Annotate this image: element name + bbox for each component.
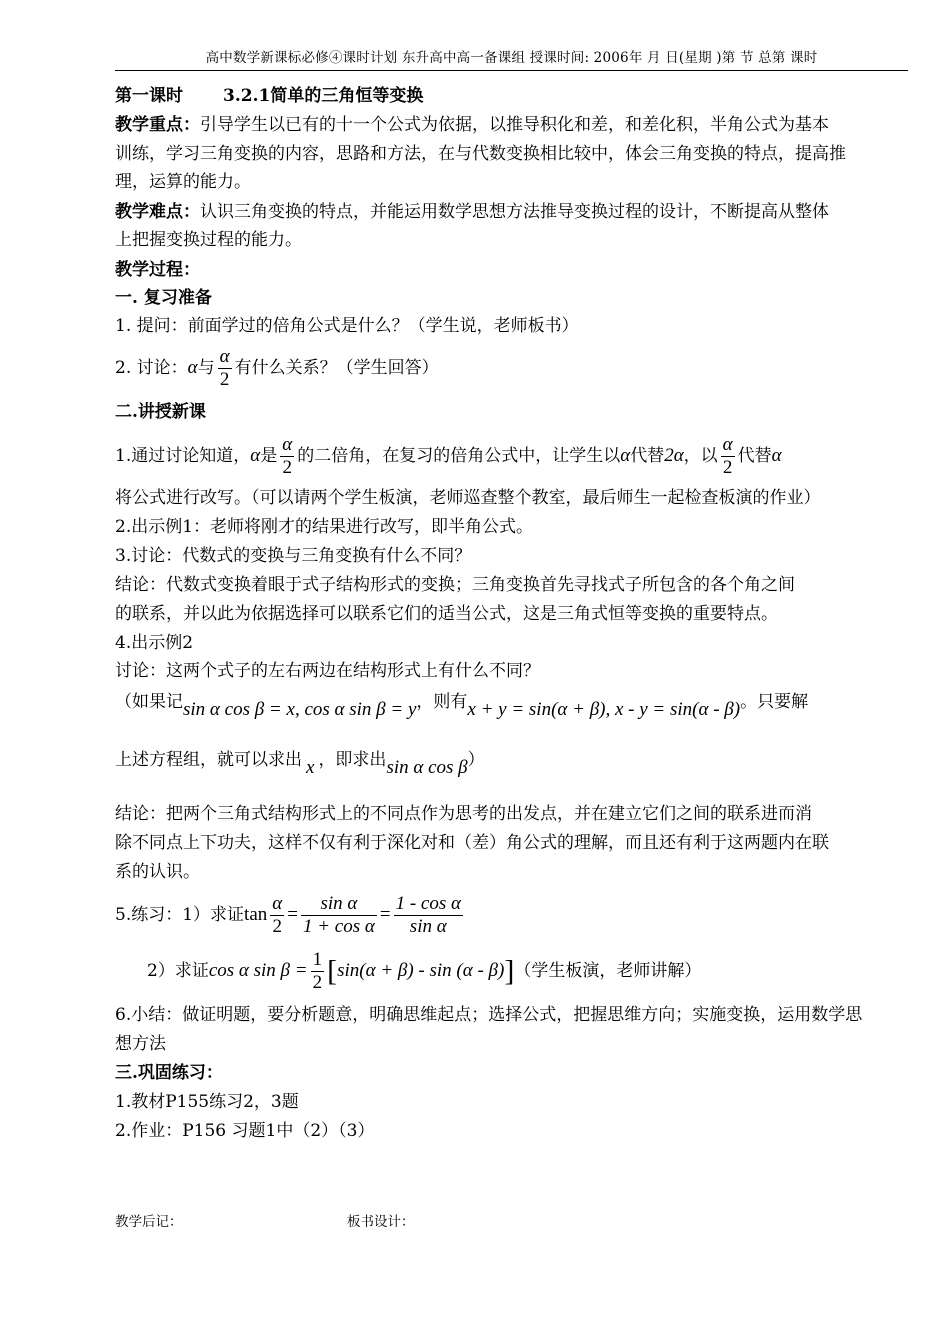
item2-prefix: 2. 讨论： (115, 358, 188, 378)
focus-label: 教学重点： (115, 115, 200, 135)
section3-title: 三.巩固练习： (115, 1063, 223, 1083)
alpha-symbol: α (771, 445, 782, 466)
fraction-numerator: α (282, 434, 293, 455)
section2-p4: 4.出示例2 (115, 633, 194, 653)
section1-item1: 1. 提问：前面学过的倍角公式是什么？（学生说，老师板书） (115, 316, 579, 336)
exercise-2-lhs: cos α sin β = (208, 960, 308, 981)
exercise-1 (115, 890, 908, 940)
section3-item2: 2.作业：P156 习题1中（2）（3） (115, 1121, 375, 1141)
section2-conclusion-1: 结论：把两个三角式结构形式上的不同点作为思考的出发点，并在建立它们之间的联系进而消 (115, 804, 812, 824)
difficulty-line-2: 上把握变换过程的能力。 (115, 230, 302, 250)
fraction-denominator: 2 (312, 972, 323, 993)
section1-title: 一. 复习准备 (115, 288, 212, 308)
section2-conclusion-2: 除不同点上下功夫，这样不仅有利于深化对和（差）角公式的理解，而且还有利于这两题内在联 (115, 833, 829, 853)
two-alpha-symbol: 2α (664, 445, 684, 466)
alpha-over-2-fraction (218, 346, 232, 391)
p1-text-c: 的二倍角，在复习的倍角公式中，让学生以 (297, 446, 621, 466)
section2-p1-line2: 将公式进行改写。（可以请两个学生板演，老师巡查整个教室，最后师生一起检查板演的作业） (115, 488, 821, 508)
alpha-symbol: α (620, 445, 631, 466)
fraction-denominator: 2 (282, 457, 292, 478)
section2-p4-discussion: 讨论：这两个式子的左右两边在结构形式上有什么不同？ (115, 661, 540, 681)
alpha-symbol: α (250, 445, 261, 466)
sin-over-1-plus-cos-fraction (301, 893, 377, 938)
p4-line2-a: 上述方程组，就可以求出 (115, 750, 302, 770)
equals-sign: = (287, 904, 298, 925)
right-bracket: ] (504, 954, 515, 988)
p1-text-f: 代替 (737, 446, 772, 466)
focus-line-2: 训练，学习三角变换的内容，思路和方法，在与代数变换相比较中，体会三角变换的特点，提高推 (115, 144, 846, 164)
p1-text-a: 1.通过讨论知道， (115, 446, 251, 466)
item2-mid: 与 (197, 358, 215, 378)
p4-text-c: 。只要解 (740, 692, 809, 712)
section2-p3-conclusion-1: 结论：代数式变换着眼于式子结构形式的变换；三角变换首先寻找式子所包含的各个角之间 (115, 575, 795, 595)
section2-p3: 3.讨论：代数式的变换与三角变换有什么不同？ (115, 546, 472, 566)
section2-p1-line1 (115, 432, 908, 480)
focus-text-1: 引导学生以已有的十一个公式为依据，以推导积化和差，和差化积，半角公式为基本 (200, 115, 829, 135)
equation-sin-alpha-cos-beta: sin α cos β (386, 757, 468, 778)
section2-p2: 2.出示例1：老师将刚才的结果进行改写，即半角公式。 (115, 517, 534, 537)
exercise-2-bracket-content: sin(α + β) - sin (α - β) (337, 960, 505, 981)
equation-sum-difference: x + y = sin(α + β), x - y = sin(α - β) (467, 699, 741, 720)
lesson-number: 第一课时 (115, 86, 183, 106)
section1-item2 (115, 344, 908, 392)
section2-conclusion-3: 系的认识。 (115, 862, 200, 882)
lesson-title (115, 84, 908, 108)
section2-p4-line2 (115, 744, 908, 776)
section2-p4-line1 (115, 686, 908, 718)
fraction-denominator: 1 + cos α (302, 916, 375, 937)
fraction-numerator: α (272, 893, 283, 914)
alpha-over-2-fraction (721, 434, 735, 479)
process-heading: 教学过程： (115, 260, 200, 280)
tan-function: tan (244, 904, 268, 925)
p1-text-d: 代替 (630, 446, 665, 466)
fraction-denominator: sin α (409, 916, 447, 937)
exercise-2-note: （学生板演，老师讲解） (514, 961, 702, 981)
fraction-numerator: 1 - cos α (395, 893, 461, 914)
exercise-2 (147, 946, 940, 997)
fraction-numerator: sin α (301, 893, 377, 916)
fraction-numerator: α (219, 346, 230, 367)
lesson-topic: 3.2.1简单的三角恒等变换 (223, 86, 424, 106)
fraction-denominator: 2 (219, 369, 230, 390)
alpha-over-2-fraction (280, 434, 294, 479)
difficulty-line-1 (115, 200, 908, 224)
p4-text-b: ，则有 (416, 692, 468, 712)
p4-text-a: （如果记 (115, 692, 183, 712)
p4-line2-b: ，即求出 (318, 750, 387, 770)
p4-line2-c: ） (467, 750, 485, 770)
page-header: 高中数学新课标必修④课时计划 东升高中高一备课组 授课时间: 2006年 月 日(星期 )第 节 总第 课时 (205, 50, 818, 66)
one-half-fraction (311, 949, 325, 994)
summary-line-2: 想方法 (115, 1034, 166, 1054)
summary-line-1: 6.小结：做证明题，要分析题意，明确思维起点；选择公式，把握思维方向；实施变换，运用数学思 (115, 1005, 863, 1025)
difficulty-text-1: 认识三角变换的特点，并能运用数学思想方法推导变换过程的设计，不断提高从整体 (200, 202, 829, 222)
fraction-denominator: 2 (272, 916, 282, 937)
section2-p3-conclusion-2: 的联系，并以此为依据选择可以联系它们的适当公式，这是三角式恒等变换的重要特点。 (115, 604, 778, 624)
fraction-numerator: 1 (312, 949, 323, 970)
header-rule (115, 70, 908, 71)
p1-text-e: ，以 (683, 446, 718, 466)
fraction-denominator: 2 (722, 457, 733, 478)
footer-notes: 教学后记： (115, 1214, 183, 1230)
equals-sign: = (379, 904, 391, 925)
p1-text-b: 是 (260, 446, 278, 466)
fraction-numerator: α (722, 434, 733, 455)
focus-line-1 (115, 113, 908, 137)
alpha-symbol: α (187, 357, 198, 378)
difficulty-label: 教学难点： (115, 202, 200, 222)
item2-post: 有什么关系？（学生回答） (234, 358, 439, 378)
alpha-over-2-fraction (270, 893, 284, 938)
footer-board: 板书设计： (347, 1214, 415, 1230)
focus-line-3: 理，运算的能力。 (115, 172, 251, 192)
section2-title: 二.讲授新课 (115, 402, 206, 422)
equation-sin-cos-xy: sin α cos β = x, cos α sin β = y (183, 699, 417, 720)
exercise-1-label: 5.练习：1）求证 (115, 905, 245, 925)
variable-x: x (306, 757, 315, 778)
left-bracket: [ (327, 954, 338, 988)
section3-item1: 1.教材P155练习2，3题 (115, 1092, 299, 1112)
1-minus-cos-over-sin-fraction (394, 893, 463, 938)
exercise-2-label: 2）求证 (147, 961, 209, 981)
